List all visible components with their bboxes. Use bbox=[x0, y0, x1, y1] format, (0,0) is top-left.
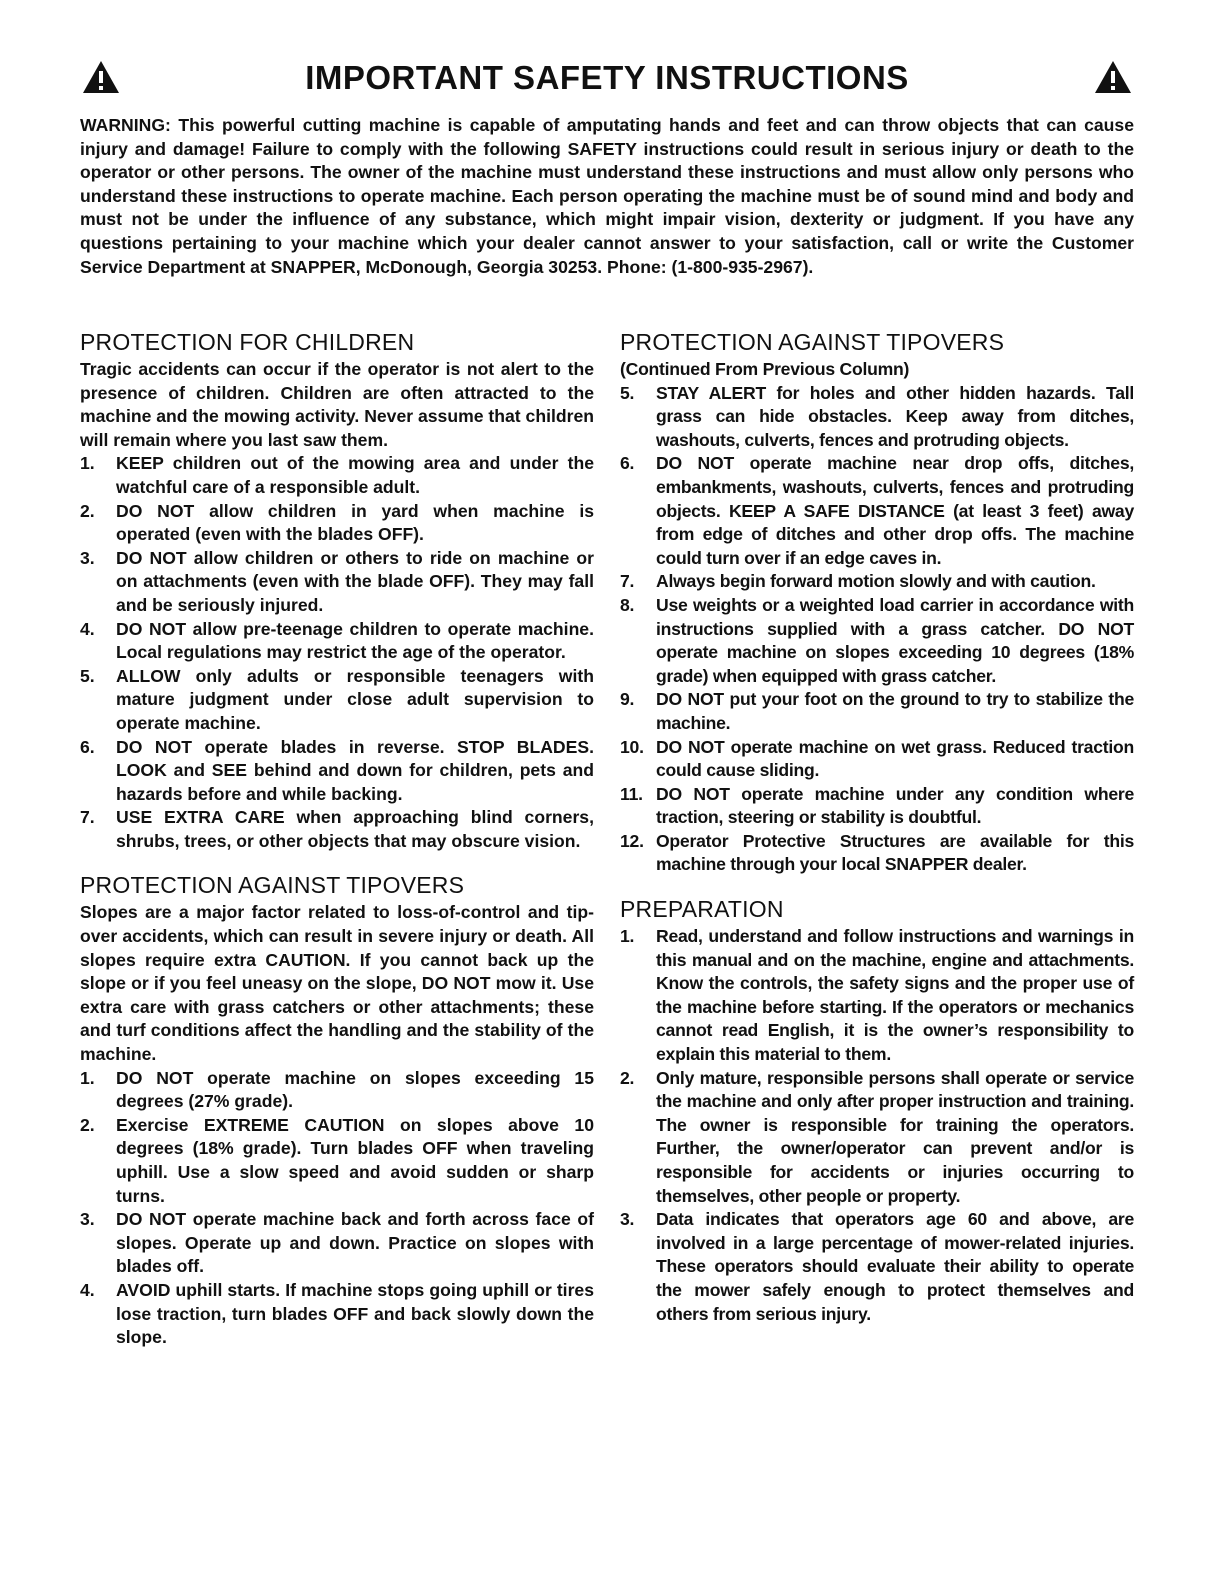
item-text: Always begin forward motion slowly and with caution. bbox=[656, 571, 1096, 592]
list-item bbox=[80, 452, 594, 499]
item-text: DO NOT allow children or others to ride on machine or on attachments (even with the blade OFF). They may fall and be seriously injured. bbox=[116, 547, 594, 615]
item-text: DO NOT operate machine back and forth across face of slopes. Operate up and down. Practice on slopes with blades off. bbox=[116, 1209, 594, 1277]
left-column bbox=[80, 328, 594, 1350]
list-item bbox=[80, 665, 594, 736]
item-text: AVOID uphill starts. If machine stops going uphill or tires lose traction, turn blades OFF and back slowly down the slope. bbox=[116, 1279, 594, 1348]
preparation-list bbox=[620, 925, 1134, 1326]
tipovers-continued-list bbox=[620, 382, 1134, 877]
item-number: 2. bbox=[80, 1114, 95, 1135]
list-item bbox=[80, 547, 594, 618]
item-text: Read, understand and follow instructions and warnings in this manual and on the machine, engine and attachments. Know the controls, the safety signs and the proper use of the machine before starting. If the operators or mechanics cannot read English, it is the owner’s responsibility to explain this material to them. bbox=[656, 926, 1134, 1065]
list-item bbox=[620, 594, 1134, 688]
page-title: IMPORTANT SAFETY INSTRUCTIONS bbox=[305, 59, 909, 96]
item-number: 9. bbox=[620, 689, 635, 710]
list-item bbox=[620, 452, 1134, 570]
item-number: 4. bbox=[80, 1279, 95, 1300]
item-number: 7. bbox=[620, 571, 635, 592]
item-text: DO NOT allow children in yard when machine is operated (even with the blades OFF). bbox=[116, 500, 594, 545]
section-intro: Slopes are a major factor related to loss-of-control and tip-over accidents, which can result in severe injury or death. All slopes require extra CAUTION. If you cannot back up the slope or if you feel uneasy on the slope, DO NOT mow it. Use extra care with grass catchers or other attachments; these and turf conditions affect the handling and the stability of the machine. bbox=[80, 902, 594, 1065]
item-number: 2. bbox=[80, 500, 95, 521]
list-item bbox=[80, 806, 594, 853]
children-list bbox=[80, 452, 594, 853]
warning-paragraph: WARNING: This powerful cutting machine is capable of amputating hands and feet and can throw objects that can cause injury and damage! Failure to comply with the following SAFETY instructions could result in serious injury or death to the operator or other persons. The owner of the machine must understand these instructions and must allow only persons who understand these instructions to operate machine. Each person operating the machine must be of sound mind and body and must not be under the influence of any substance, which might impair vision, dexterity or judgment. If you have any questions pertaining to your machine which your dealer cannot answer to your satisfaction, call or write the Customer Service Department at SNAPPER, McDonough, Georgia 30253. Phone: (1-800-935-2967). bbox=[80, 115, 1134, 277]
item-number: 2. bbox=[620, 1067, 635, 1088]
item-number: 5. bbox=[620, 382, 635, 403]
item-text: DO NOT put your foot on the ground to try to stabilize the machine. bbox=[656, 689, 1134, 733]
section-protection-for-children bbox=[80, 328, 594, 853]
item-text: DO NOT operate machine on wet grass. Reduced traction could cause sliding. bbox=[656, 736, 1134, 781]
section-spacer bbox=[80, 853, 594, 871]
section-heading: PROTECTION FOR CHILDREN bbox=[80, 329, 415, 355]
list-item bbox=[620, 1208, 1134, 1326]
item-number: 5. bbox=[80, 665, 95, 686]
list-item bbox=[620, 1067, 1134, 1209]
list-item bbox=[620, 382, 1134, 453]
item-number: 10. bbox=[620, 736, 644, 757]
list-item bbox=[80, 1067, 594, 1114]
item-text: USE EXTRA CARE when approaching blind corners, shrubs, trees, or other objects that may obscure vision. bbox=[116, 807, 594, 851]
item-text: DO NOT operate machine under any condition where traction, steering or stability is doubtful. bbox=[656, 783, 1134, 828]
section-spacer bbox=[620, 877, 1134, 895]
list-item bbox=[80, 1279, 594, 1350]
item-number: 6. bbox=[620, 453, 635, 474]
list-item bbox=[80, 1208, 594, 1279]
list-item bbox=[80, 618, 594, 665]
item-number: 4. bbox=[80, 618, 95, 639]
list-item bbox=[80, 736, 594, 807]
item-text: DO NOT operate machine near drop offs, ditches, embankments, washouts, culverts, fences and protruding objects. KEEP A SAFE DISTANCE (at least 3 feet) away from edge of ditches and other drop offs. The machine could turn over if an edge caves in. bbox=[656, 453, 1134, 568]
item-number: 3. bbox=[620, 1209, 635, 1230]
item-text: DO NOT operate blades in reverse. STOP BLADES. LOOK and SEE behind and down for children, pets and hazards before and while backing. bbox=[116, 736, 594, 804]
item-number: 8. bbox=[620, 594, 635, 615]
title-row bbox=[80, 50, 1134, 106]
continued-note: (Continued From Previous Column) bbox=[620, 359, 910, 379]
section-preparation bbox=[620, 895, 1134, 1326]
item-text: ALLOW only adults or responsible teenagers with mature judgment under close adult supervision to operate machine. bbox=[116, 665, 594, 733]
tipovers-list bbox=[80, 1067, 594, 1350]
item-number: 1. bbox=[80, 1067, 95, 1088]
item-text: Exercise EXTREME CAUTION on slopes above 10 degrees (18% grade). Turn blades OFF when traveling uphill. Use a slow speed and avoid sudden or sharp turns. bbox=[116, 1114, 594, 1206]
list-item bbox=[620, 925, 1134, 1067]
item-number: 7. bbox=[80, 807, 95, 828]
section-tipovers-continued bbox=[620, 328, 1134, 877]
list-item bbox=[620, 688, 1134, 735]
list-item bbox=[620, 830, 1134, 877]
item-number: 3. bbox=[80, 547, 95, 568]
item-text: Only mature, responsible persons shall operate or service the machine and only after proper instruction and training. The owner is responsible for training the operators. Further, the owner/operator can prevent and/or is responsible for accidents or injuries occurring to themselves, other people or property. bbox=[656, 1067, 1134, 1206]
item-text: KEEP children out of the mowing area and under the watchful care of a responsible adult. bbox=[116, 453, 594, 497]
section-heading: PROTECTION AGAINST TIPOVERS bbox=[80, 872, 465, 899]
warning-triangle-icon bbox=[1094, 60, 1132, 94]
item-number: 1. bbox=[80, 453, 95, 474]
item-number: 6. bbox=[80, 736, 95, 757]
section-protection-against-tipovers bbox=[80, 871, 594, 1349]
list-item bbox=[620, 570, 1134, 594]
list-item bbox=[620, 783, 1134, 830]
item-text: Use weights or a weighted load carrier in accordance with instructions supplied with a grass catcher. DO NOT operate machine on slopes exceeding 10 degrees (18% grade) when equipped with grass catcher. bbox=[656, 594, 1134, 686]
item-number: 11. bbox=[620, 783, 643, 804]
item-text: DO NOT operate machine on slopes exceeding 15 degrees (27% grade). bbox=[116, 1067, 594, 1112]
section-intro: Tragic accidents can occur if the operator is not alert to the presence of children. Children are often attracted to the machine and the mowing activity. Never assume that children will remain where you last saw them. bbox=[80, 359, 594, 450]
list-item bbox=[80, 500, 594, 547]
section-heading: PREPARATION bbox=[620, 896, 784, 923]
item-number: 1. bbox=[620, 926, 635, 947]
item-number: 3. bbox=[80, 1209, 95, 1230]
item-text: DO NOT allow pre-teenage children to operate machine. Local regulations may restrict the age of the operator. bbox=[116, 618, 594, 663]
item-text: STAY ALERT for holes and other hidden hazards. Tall grass can hide obstacles. Keep away from ditches, washouts, culverts, fences and protruding objects. bbox=[656, 382, 1134, 450]
section-heading: PROTECTION AGAINST TIPOVERS bbox=[620, 329, 1005, 355]
warning-triangle-icon bbox=[82, 60, 120, 94]
item-text: Data indicates that operators age 60 and above, are involved in a large percentage of mower-related injuries. These operators should evaluate their ability to operate the mower safely enough to protect themselves and others from serious injury. bbox=[656, 1209, 1134, 1324]
page bbox=[80, 50, 1134, 1348]
item-text: Operator Protective Structures are available for this machine through your local SNAPPER dealer. bbox=[656, 830, 1134, 875]
item-number: 12. bbox=[620, 830, 644, 851]
list-item bbox=[620, 736, 1134, 783]
right-column bbox=[620, 328, 1134, 1326]
list-item bbox=[80, 1114, 594, 1208]
